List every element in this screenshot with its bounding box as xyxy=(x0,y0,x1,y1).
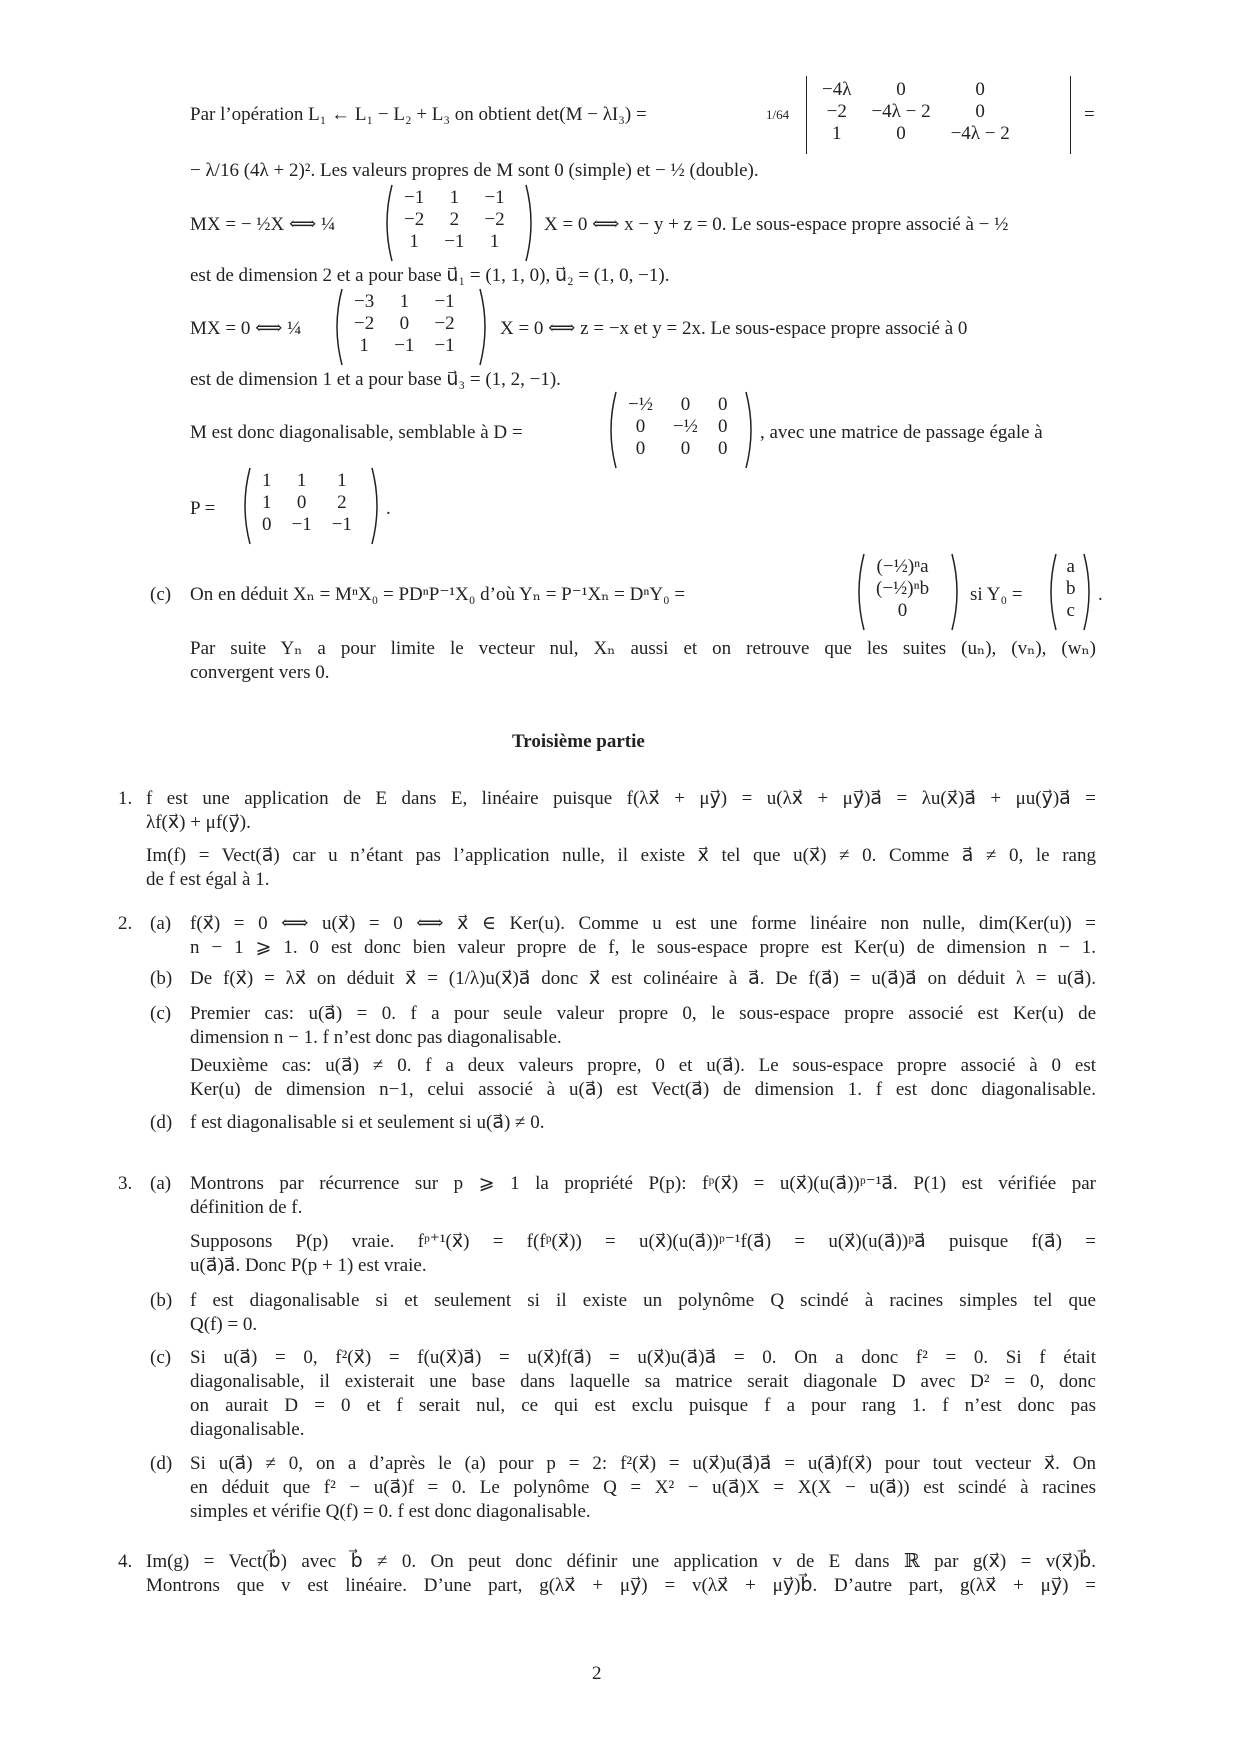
text-line: on aurait D = 0 et f serait nul, ce qui est exclu puisque f a pour rang 1. f n’est donc pas xyxy=(190,1395,1096,1416)
text-line: Supposons P(p) vraie. fᵖ⁺¹(x⃗) = f(fᵖ(x⃗)) = u(x⃗)(u(a⃗))ᵖ⁻¹f(a⃗) = u(x⃗)(u(a⃗))ᵖa⃗ puisque f(a⃗) = xyxy=(190,1231,1096,1252)
page-number: 2 xyxy=(592,1663,602,1684)
item-label: (c) xyxy=(150,584,172,605)
paren-left xyxy=(604,390,618,470)
text-line: est de dimension 2 et a pour base u⃗₁ = (1, 1, 0), u⃗₂ = (1, 0, −1). xyxy=(190,265,670,286)
text-line: . xyxy=(1098,584,1103,605)
paren-right xyxy=(370,466,384,546)
text-line: Par l’opération L₁ ← L₁ − L₂ + L₃ on obtient det(M − λI₃) = xyxy=(190,104,647,125)
paren-right xyxy=(744,390,758,470)
paren-right xyxy=(1082,552,1096,632)
text-line: MX = − ½X ⟺ ¼ xyxy=(190,214,336,235)
text-line: définition de f. xyxy=(190,1197,303,1218)
item-label: (a) xyxy=(150,913,172,934)
matrix-diagonal-D: −½ 0 0 0 −½ 0 0 0 0 xyxy=(628,394,728,459)
text-line: X = 0 ⟺ x − y + z = 0. Le sous-espace propre associé à − ½ xyxy=(544,214,1009,235)
matrix-passage-P: 1 1 1 1 0 2 0 −1 −1 xyxy=(262,470,352,535)
text-line: Ker(u) de dimension n−1, celui associé à u(a⃗) est Vect(a⃗) de dimension 1. f est donc diagonalisable. xyxy=(190,1079,1096,1100)
text-line: Montrons que v est linéaire. D’une part, g(λx⃗ + μy⃗) = v(λx⃗ + μy⃗)b⃗. D’autre part, g(λx⃗ + μy⃗) = xyxy=(146,1575,1096,1596)
section-heading: Troisième partie xyxy=(512,731,645,752)
text-line: P = xyxy=(190,498,216,519)
text-line: simples et vérifie Q(f) = 0. f est donc diagonalisable. xyxy=(190,1501,591,1522)
text-line: = xyxy=(1084,104,1095,125)
text-line: n − 1 ⩾ 1. 0 est donc bien valeur propre de f, le sous-espace propre est Ker(u) de dimension n − 1. xyxy=(190,937,1096,958)
text-line: Si u(a⃗) = 0, f²(x⃗) = f(u(x⃗)a⃗) = u(x⃗)f(a⃗) = u(x⃗)u(a⃗)a⃗ = 0. On a donc f² = 0. Si f était xyxy=(190,1347,1096,1368)
item-number: 4. xyxy=(118,1551,133,1572)
item-label: (d) xyxy=(150,1112,173,1133)
text-line: u(a⃗)a⃗. Donc P(p + 1) est vraie. xyxy=(190,1255,427,1276)
text-line: X = 0 ⟺ z = −x et y = 2x. Le sous-espace propre associé à 0 xyxy=(500,318,968,339)
vector-Y0: a b c xyxy=(1066,556,1076,621)
text-line: si Y₀ = xyxy=(970,584,1023,605)
text-line: , avec une matrice de passage égale à xyxy=(760,422,1043,443)
matrix-eigen-zero: −3 1 −1 −2 0 −2 1 −1 −1 xyxy=(354,291,455,356)
text-line: MX = 0 ⟺ ¼ xyxy=(190,318,302,339)
text-line: Im(g) = Vect(b⃗) avec b⃗ ≠ 0. On peut donc définir une application v de E dans ℝ par g(x⃗) = v(x⃗)b⃗. xyxy=(146,1551,1096,1572)
text-line: . xyxy=(386,498,391,519)
text-line: On en déduit Xₙ = MⁿX₀ = PDⁿP⁻¹X₀ d’où Yₙ = P⁻¹Xₙ = DⁿY₀ = xyxy=(190,584,686,605)
text-line: dimension n − 1. f n’est donc pas diagonalisable. xyxy=(190,1027,562,1048)
determinant-matrix: −4λ 0 0 −2 −4λ − 2 0 1 0 −4λ − 2 xyxy=(822,79,1010,144)
text-line: diagonalisable, il existerait une base dans laquelle sa matrice serait diagonale D avec D² = 0, donc xyxy=(190,1371,1096,1392)
paren-left xyxy=(852,552,866,632)
matrix-eigen-half: −1 1 −1 −2 2 −2 1 −1 1 xyxy=(404,187,505,252)
item-label: (c) xyxy=(150,1347,172,1368)
determinant-bar-left xyxy=(806,76,807,154)
text-line: Si u(a⃗) ≠ 0, on a d’après le (a) pour p = 2: f²(x⃗) = u(x⃗)u(a⃗)a⃗ = u(a⃗)f(x⃗) pour tout vecteur x⃗. On xyxy=(190,1453,1096,1474)
text-line: en déduit que f² − u(a⃗)f = 0. Le polynôme Q = X² − u(a⃗)X = X(X − u(a⃗)) est scindé à racines xyxy=(190,1477,1096,1498)
paren-right xyxy=(524,183,538,263)
item-label: (a) xyxy=(150,1173,172,1194)
text-line: f(x⃗) = 0 ⟺ u(x⃗) = 0 ⟺ x⃗ ∈ Ker(u). Comme u est une forme linéaire non nulle, dim(Ker(u)) = xyxy=(190,913,1096,934)
item-number: 2. xyxy=(118,913,133,934)
paren-left xyxy=(380,183,394,263)
paren-left xyxy=(330,287,344,367)
item-number: 1. xyxy=(118,788,133,809)
text-line: De f(x⃗) = λx⃗ on déduit x⃗ = (1/λ)u(x⃗)a⃗ donc x⃗ est colinéaire à a⃗. De f(a⃗) = u(a⃗)a⃗ on déduit λ = u(a⃗). xyxy=(190,968,1096,989)
item-label: (b) xyxy=(150,968,173,989)
paren-left xyxy=(238,466,252,546)
text-line: Q(f) = 0. xyxy=(190,1314,258,1335)
paren-right xyxy=(478,287,492,367)
text-line: Premier cas: u(a⃗) = 0. f a pour seule valeur propre 0, le sous-espace propre associé est Ker(u) de xyxy=(190,1003,1096,1024)
paren-right xyxy=(950,552,964,632)
item-label: (b) xyxy=(150,1290,173,1311)
text-line: f est diagonalisable si et seulement si u(a⃗) ≠ 0. xyxy=(190,1112,545,1133)
text-line: convergent vers 0. xyxy=(190,662,330,683)
text-line: est de dimension 1 et a pour base u⃗₃ = (1, 2, −1). xyxy=(190,369,561,390)
item-label: (c) xyxy=(150,1003,172,1024)
text-line: diagonalisable. xyxy=(190,1419,305,1440)
text-line: f est une application de E dans E, linéaire puisque f(λx⃗ + μy⃗) = u(λx⃗ + μy⃗)a⃗ = λu(x⃗)a⃗ + μu(y⃗)a⃗ = xyxy=(146,788,1096,809)
text-line: λf(x⃗) + μf(y⃗). xyxy=(146,812,251,833)
fraction: 1/64 xyxy=(766,107,790,122)
vector-Yn: (−½)ⁿa (−½)ⁿb 0 xyxy=(876,556,930,621)
item-number: 3. xyxy=(118,1173,133,1194)
determinant-bar-right xyxy=(1070,76,1071,154)
item-label: (d) xyxy=(150,1453,173,1474)
text-line: de f est égal à 1. xyxy=(146,869,270,890)
text-line: M est donc diagonalisable, semblable à D = xyxy=(190,422,523,443)
text-line: Im(f) = Vect(a⃗) car u n’étant pas l’application nulle, il existe x⃗ tel que u(x⃗) ≠ 0. Comme a⃗ ≠ 0, le rang xyxy=(146,845,1096,866)
text-line: Par suite Yₙ a pour limite le vecteur nul, Xₙ aussi et on retrouve que les suites (uₙ), (vₙ), (wₙ) xyxy=(190,638,1096,659)
text-line: − λ/16 (4λ + 2)². Les valeurs propres de M sont 0 (simple) et − ½ (double). xyxy=(190,160,759,181)
text-line: Montrons par récurrence sur p ⩾ 1 la propriété P(p): fᵖ(x⃗) = u(x⃗)(u(a⃗))ᵖ⁻¹a⃗. P(1) est vérifiée par xyxy=(190,1173,1096,1194)
text-line: Deuxième cas: u(a⃗) ≠ 0. f a deux valeurs propre, 0 et u(a⃗). Le sous-espace propre associé à 0 est xyxy=(190,1055,1096,1076)
text-line: f est diagonalisable si et seulement si il existe un polynôme Q scindé à racines simples tel que xyxy=(190,1290,1096,1311)
